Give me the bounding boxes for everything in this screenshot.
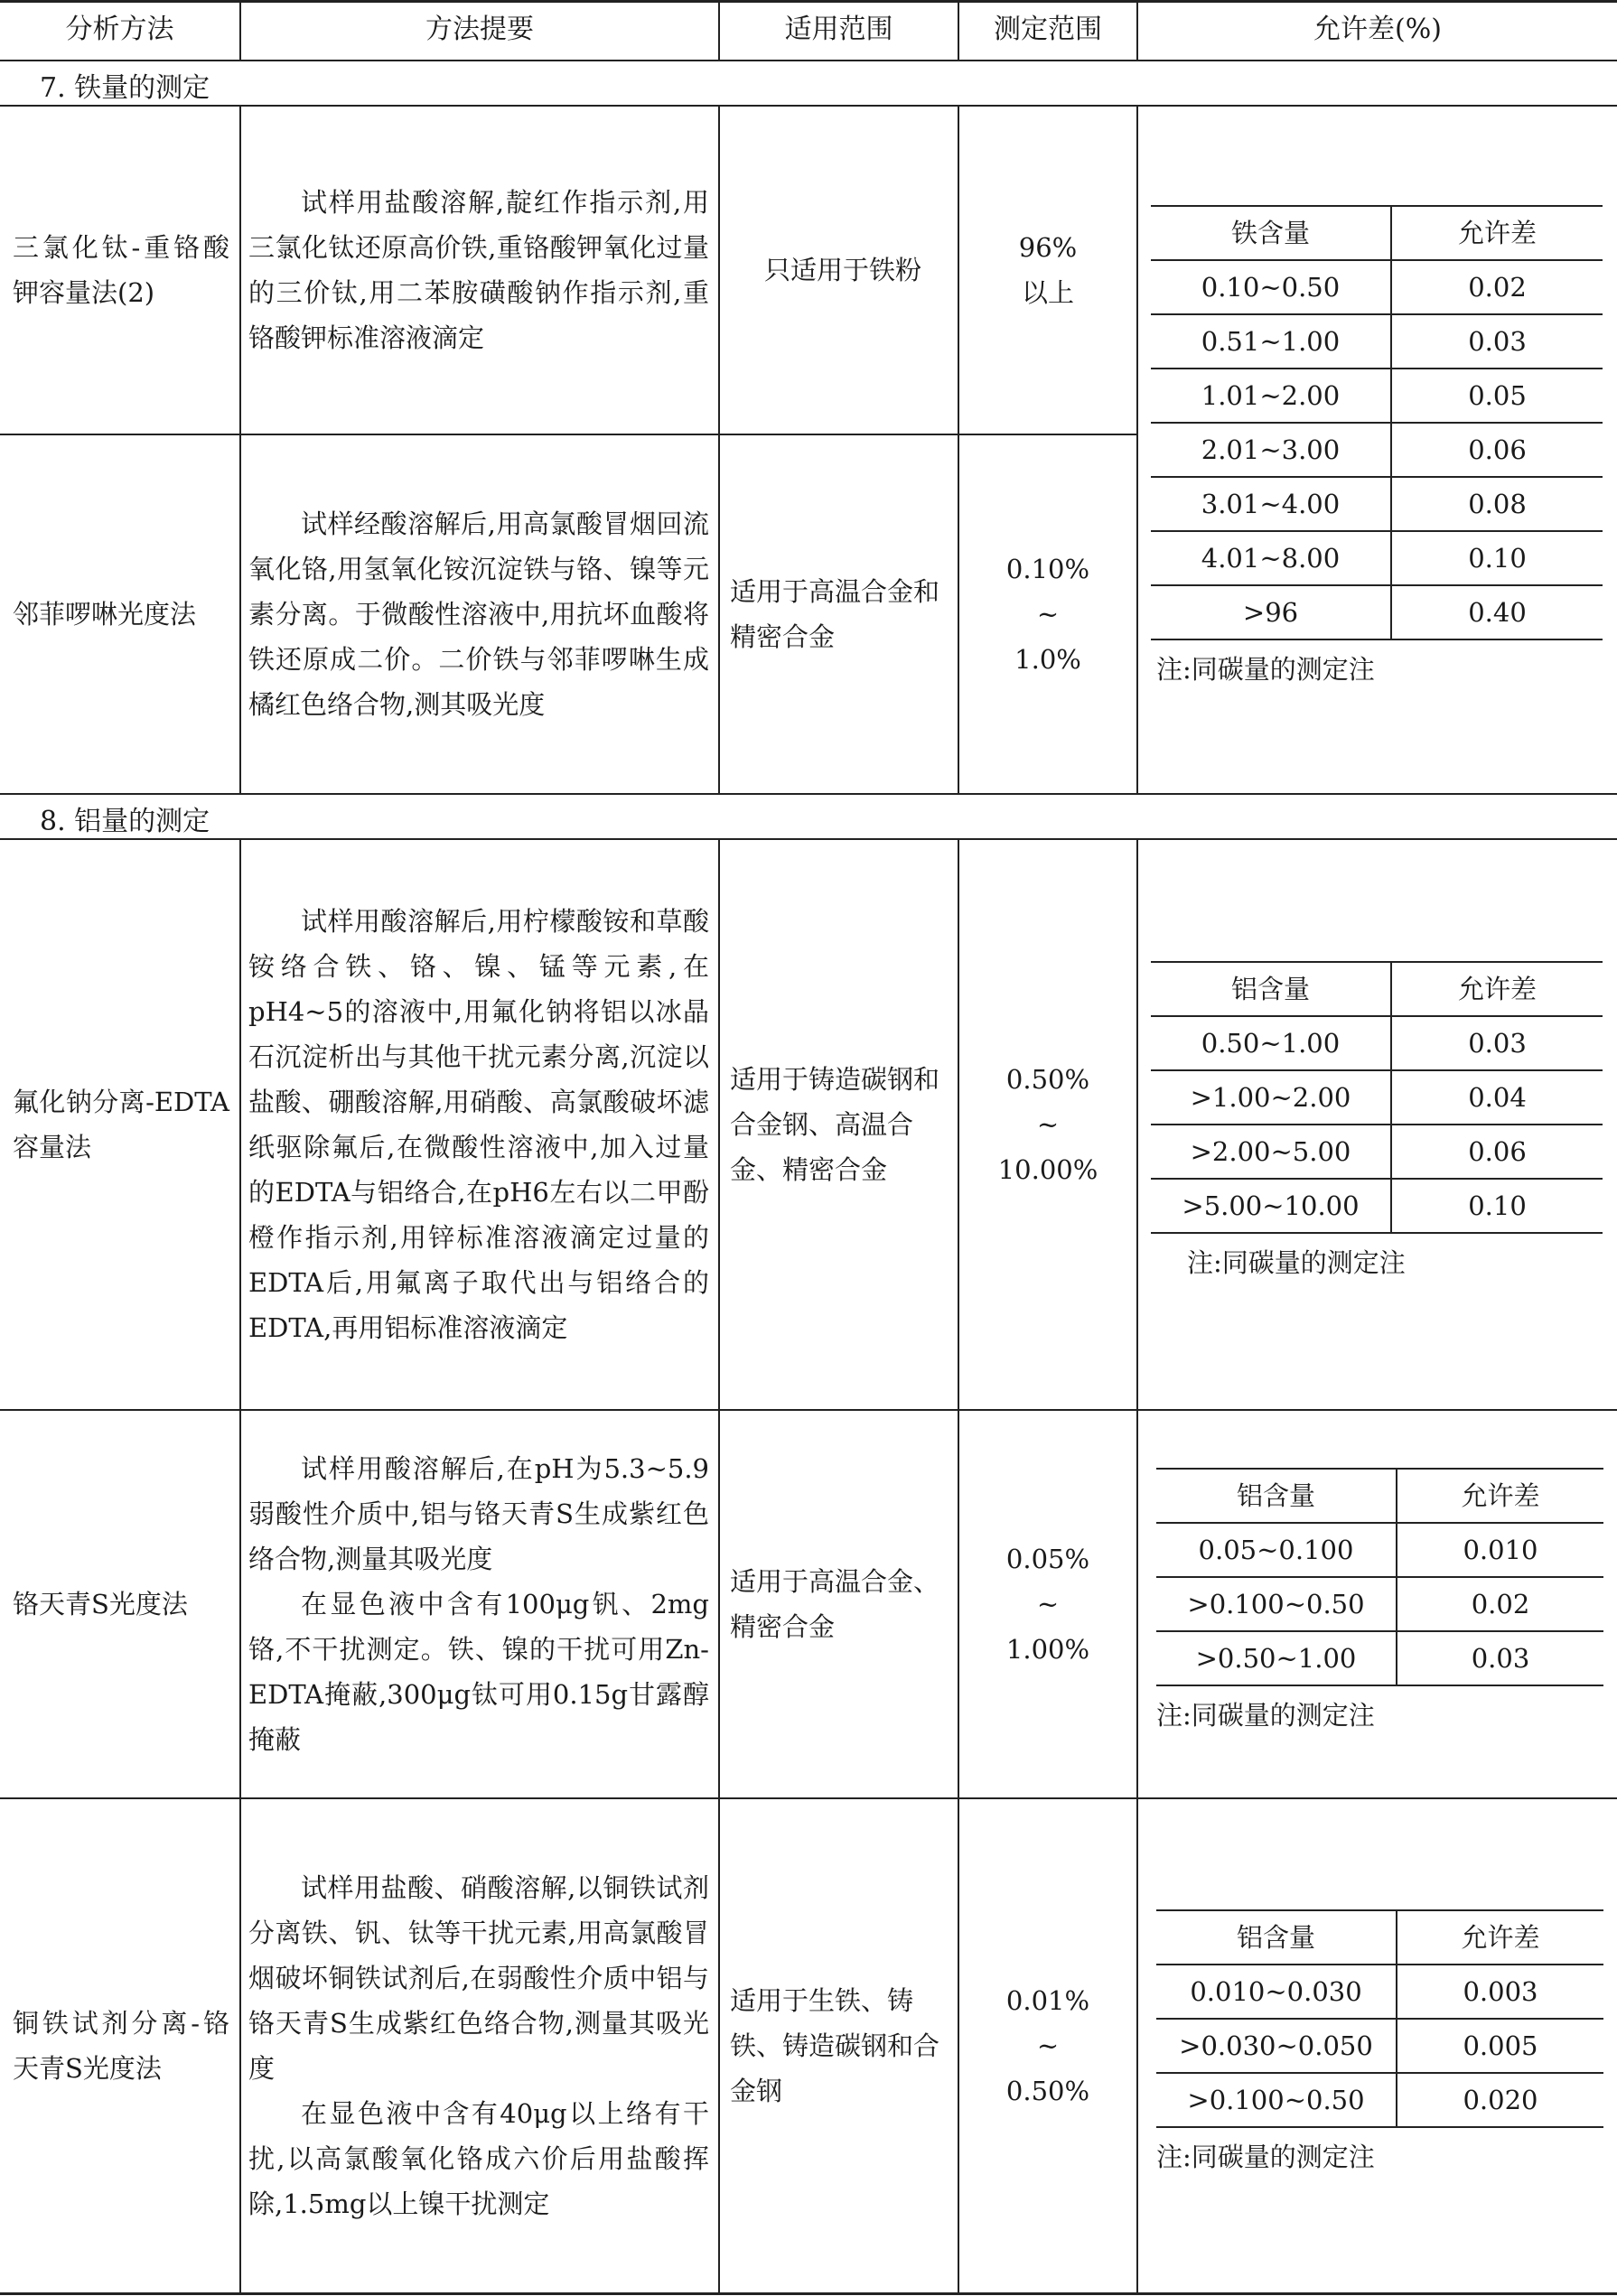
table-row bbox=[1151, 477, 1603, 531]
range-to: 0.50% bbox=[1005, 2076, 1090, 2106]
header-summary: 方法提要 bbox=[425, 14, 534, 45]
header-range: 测定范围 bbox=[994, 14, 1102, 45]
col-rule-2-s8 bbox=[718, 838, 720, 2294]
range-to: 1.00% bbox=[1005, 1634, 1090, 1665]
tolerance-note: 注:同碳量的测定注 bbox=[1187, 1247, 1406, 1278]
col-rule-4-s7 bbox=[1136, 105, 1138, 795]
col-rule-1-s8 bbox=[239, 838, 241, 2294]
summary-cell bbox=[248, 435, 709, 793]
range-sep: ~ bbox=[1036, 1589, 1060, 1619]
tolerance-value: 0.10 bbox=[1391, 1179, 1603, 1233]
summary-paragraph: 在显色液中含有100μg钒、2mg铬,不干扰测定。铁、镍的干扰可用Zn-EDTA掩蔽,300μg钛可用0.15g甘露醇掩蔽 bbox=[248, 1589, 709, 1755]
table-row bbox=[1156, 1965, 1603, 2019]
tolerance-value: 0.005 bbox=[1397, 2019, 1603, 2073]
range-sep: ~ bbox=[1036, 2030, 1060, 2061]
method-cell: 铬天青S光度法 bbox=[13, 1589, 188, 1619]
summary-cell bbox=[248, 107, 709, 434]
tolerance-table bbox=[1156, 1909, 1603, 2128]
tolerance-value: 0.02 bbox=[1397, 1577, 1603, 1631]
summary-cell bbox=[248, 1411, 709, 1797]
range-from: 0.10% bbox=[1005, 554, 1090, 584]
tolerance-value: 0.003 bbox=[1397, 1965, 1603, 2019]
rule-header-bottom bbox=[0, 60, 1617, 61]
table-row bbox=[1151, 369, 1603, 423]
range-cell bbox=[959, 1799, 1136, 2292]
section-title-aluminum: 8. 铝量的测定 bbox=[40, 806, 210, 837]
range-to: 1.0% bbox=[1014, 644, 1081, 675]
table-row bbox=[1151, 260, 1603, 314]
table-row bbox=[1156, 1523, 1603, 1577]
table-row bbox=[1151, 531, 1603, 585]
tolerance-content: >2.00~5.00 bbox=[1151, 1125, 1391, 1179]
table-row bbox=[1151, 1179, 1603, 1233]
rule-section7-end bbox=[0, 793, 1617, 795]
summary-cell bbox=[248, 1799, 709, 2292]
tolerance-value: 0.05 bbox=[1391, 369, 1603, 423]
tolerance-table bbox=[1151, 205, 1603, 640]
range-sep: ~ bbox=[1036, 1109, 1060, 1140]
tolerance-note: 注:同碳量的测定注 bbox=[1156, 1700, 1375, 1731]
tolerance-value: 0.08 bbox=[1391, 477, 1603, 531]
tolerance-note: 注:同碳量的测定注 bbox=[1156, 654, 1375, 685]
method-cell: 三氯化钛-重铬酸钾容量法(2) bbox=[13, 232, 229, 308]
summary-paragraph: 试样用酸溶解后,用柠檬酸铵和草酸铵络合铁、铬、镍、锰等元素,在pH4~5的溶液中,用氟化钠将铝以冰晶石沉淀析出与其他干扰元素分离,沉淀以盐酸、硼酸溶解,用硝酸、高氯酸破坏滤纸驱除氟后,在微酸性溶液中,加入过量的EDTA与铝络合,在pH6左右以二甲酚橙作指示剂,用锌标准溶液滴定过量的EDTA后,用氟离子取代出与铝络合的EDTA,再用铝标准溶液滴定 bbox=[248, 906, 709, 1343]
range-from: 0.01% bbox=[1005, 1985, 1090, 2016]
tolerance-table bbox=[1151, 961, 1603, 1234]
table-row bbox=[1156, 1631, 1603, 1685]
col-rule-1-s7 bbox=[239, 105, 241, 795]
tolerance-value: 0.010 bbox=[1397, 1523, 1603, 1577]
tolerance-table bbox=[1156, 1468, 1603, 1686]
tolerance-header-diff: 允许差 bbox=[1397, 1469, 1603, 1523]
method-cell: 氟化钠分离-EDTA容量法 bbox=[13, 1087, 229, 1162]
tolerance-content: >0.100~0.50 bbox=[1156, 1577, 1397, 1631]
table-row bbox=[1151, 1016, 1603, 1070]
table-row bbox=[1151, 423, 1603, 477]
method-cell: 邻菲啰啉光度法 bbox=[13, 599, 197, 630]
tolerance-content: >1.00~2.00 bbox=[1151, 1070, 1391, 1125]
table-row bbox=[1151, 585, 1603, 639]
range-sep: ~ bbox=[1036, 599, 1060, 630]
header-scope: 适用范围 bbox=[784, 14, 893, 45]
tolerance-cell bbox=[1140, 840, 1617, 1409]
tolerance-header-diff: 允许差 bbox=[1391, 962, 1603, 1016]
scope-cell: 适用于铸造碳钢和合金钢、高温合金、精密合金 bbox=[730, 1064, 940, 1185]
scope-cell: 只适用于铁粉 bbox=[763, 255, 921, 285]
tolerance-value: 0.03 bbox=[1391, 314, 1603, 369]
range-cell bbox=[959, 840, 1136, 1409]
tolerance-content: 1.01~2.00 bbox=[1151, 369, 1391, 423]
table-row bbox=[1156, 2073, 1603, 2127]
tolerance-cell bbox=[1140, 1799, 1617, 2292]
table-row bbox=[1156, 1577, 1603, 1631]
tolerance-content: >96 bbox=[1151, 585, 1391, 639]
tolerance-content: 0.010~0.030 bbox=[1156, 1965, 1397, 2019]
scope-cell: 适用于生铁、铸铁、铸造碳钢和合金钢 bbox=[730, 1985, 940, 2106]
tolerance-content: 0.10~0.50 bbox=[1151, 260, 1391, 314]
table-row bbox=[1156, 2019, 1603, 2073]
tolerance-header-content: 铁含量 bbox=[1151, 206, 1391, 260]
tolerance-content: 0.50~1.00 bbox=[1151, 1016, 1391, 1070]
range-from: 0.05% bbox=[1005, 1544, 1090, 1574]
rule-bottom bbox=[0, 2292, 1617, 2295]
range-to: 以上 bbox=[1021, 277, 1074, 308]
range-from: 0.50% bbox=[1005, 1064, 1090, 1095]
summary-paragraph: 在显色液中含有40μg以上络有干扰,以高氯酸氧化铬成六价后用盐酸挥除,1.5mg以上镍干扰测定 bbox=[248, 2098, 709, 2219]
tolerance-content: 2.01~3.00 bbox=[1151, 423, 1391, 477]
tolerance-value: 0.06 bbox=[1391, 1125, 1603, 1179]
summary-paragraph: 试样经酸溶解后,用高氯酸冒烟回流氧化铬,用氢氧化铵沉淀铁与铬、镍等元素分离。于微酸性溶液中,用抗坏血酸将铁还原成二价。二价铁与邻菲啰啉生成橘红色络合物,测其吸光度 bbox=[248, 509, 709, 720]
tolerance-value: 0.03 bbox=[1397, 1631, 1603, 1685]
tolerance-value: 0.02 bbox=[1391, 260, 1603, 314]
range-from: 96% bbox=[1018, 232, 1078, 263]
tolerance-content: >0.50~1.00 bbox=[1156, 1631, 1397, 1685]
tolerance-value: 0.03 bbox=[1391, 1016, 1603, 1070]
summary-paragraph: 试样用盐酸、硝酸溶解,以铜铁试剂分离铁、钒、钛等干扰元素,用高氯酸冒烟破坏铜铁试剂后,在弱酸性介质中铝与铬天青S生成紫红色络合物,测量其吸光度 bbox=[248, 1872, 709, 2084]
tolerance-value: 0.40 bbox=[1391, 585, 1603, 639]
range-cell bbox=[959, 107, 1136, 434]
range-to: 10.00% bbox=[997, 1154, 1098, 1185]
tolerance-value: 0.10 bbox=[1391, 531, 1603, 585]
scope-cell: 适用于高温合金和精密合金 bbox=[730, 576, 940, 652]
table-row bbox=[1151, 1125, 1603, 1179]
tolerance-content: >0.030~0.050 bbox=[1156, 2019, 1397, 2073]
section-title-iron: 7. 铁量的测定 bbox=[40, 72, 210, 104]
range-cell bbox=[959, 435, 1136, 793]
summary-cell bbox=[248, 840, 709, 1409]
tolerance-header-diff: 允许差 bbox=[1397, 1910, 1603, 1965]
tolerance-content: >0.100~0.50 bbox=[1156, 2073, 1397, 2127]
tolerance-content: 0.51~1.00 bbox=[1151, 314, 1391, 369]
table-row bbox=[1151, 1070, 1603, 1125]
summary-paragraph: 试样用盐酸溶解,靛红作指示剂,用三氯化钛还原高价铁,重铬酸钾氧化过量的三价钛,用二苯胺磺酸钠作指示剂,重铬酸钾标准溶液滴定 bbox=[248, 187, 709, 353]
tolerance-cell bbox=[1140, 1411, 1617, 1797]
range-cell bbox=[959, 1411, 1136, 1797]
method-cell: 铜铁试剂分离-铬天青S光度法 bbox=[13, 2008, 229, 2084]
tolerance-header-content: 铝含量 bbox=[1156, 1469, 1397, 1523]
tolerance-value: 0.06 bbox=[1391, 423, 1603, 477]
header-tolerance: 允许差(%) bbox=[1313, 14, 1442, 45]
header-method: 分析方法 bbox=[65, 14, 174, 45]
tolerance-header-content: 铝含量 bbox=[1156, 1910, 1397, 1965]
tolerance-content: 3.01~4.00 bbox=[1151, 477, 1391, 531]
scope-cell: 适用于高温合金、精密合金 bbox=[730, 1566, 940, 1642]
tolerance-content: >5.00~10.00 bbox=[1151, 1179, 1391, 1233]
tolerance-value: 0.04 bbox=[1391, 1070, 1603, 1125]
table-row bbox=[1151, 314, 1603, 369]
tolerance-cell-iron bbox=[1140, 107, 1617, 793]
tolerance-note: 注:同碳量的测定注 bbox=[1156, 2142, 1375, 2172]
tolerance-content: 4.01~8.00 bbox=[1151, 531, 1391, 585]
col-rule-4-s8 bbox=[1136, 838, 1138, 2294]
summary-paragraph: 试样用酸溶解后,在pH为5.3~5.9弱酸性介质中,铝与铬天青S生成紫红色络合物,测量其吸光度 bbox=[248, 1453, 709, 1574]
tolerance-header-diff: 允许差 bbox=[1391, 206, 1603, 260]
tolerance-content: 0.05~0.100 bbox=[1156, 1523, 1397, 1577]
col-rule-2-s7 bbox=[718, 105, 720, 795]
tolerance-header-content: 铝含量 bbox=[1151, 962, 1391, 1016]
tolerance-value: 0.020 bbox=[1397, 2073, 1603, 2127]
